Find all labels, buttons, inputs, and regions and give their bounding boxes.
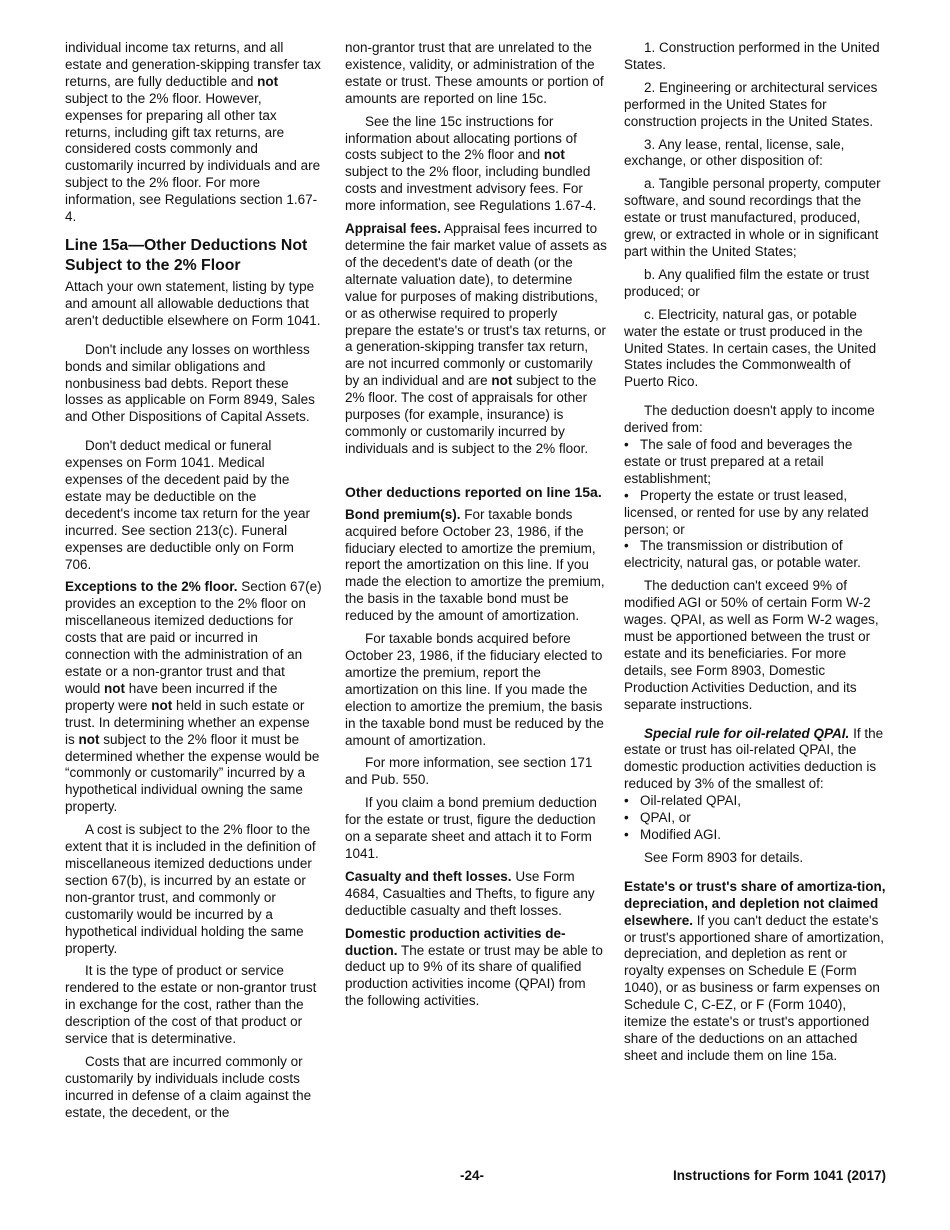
run-in-heading: Exceptions to the 2% floor.: [65, 579, 238, 595]
paragraph: For more information, see section 171 and Pub. 550.: [345, 755, 593, 788]
paragraph: A cost is subject to the 2% floor to the extent that it is included in the definition of miscellaneous itemized deductions under section 67(b), is incurred by an estate or non-grantor trust, and commonly or customarily would be incurred by a hypothetical individual holding the same property.: [65, 822, 316, 956]
paragraph: Exceptions to the 2% floor. Section 67(e) provides an exception to the 2% floor on miscellaneous itemized deductions for costs that are paid or incurred in connection with the administration of an estate or a non-grantor trust and that would not have been incurred if the property were not held in such estate or trust. In determining whether an expense is not subject to the 2% floor it must be determined whether the expense would be “commonly or customarily” incurred by a hypothetical individual owning the same property.: [65, 579, 322, 815]
section-heading: Other deductions reported on line 15a.: [345, 483, 602, 500]
page-number: -24-: [460, 1168, 485, 1183]
list-item: b. Any qualified film the estate or trust produced; or: [624, 266, 870, 299]
paragraph: See the line 15c instructions for information about allocating portions of costs subject to the 2% floor and not subject to the 2% floor, including bundled costs and investment advisory fees. For more information, see Regulations 1.67-4.: [345, 113, 597, 214]
bullet-item: • Oil-related QPAI,: [624, 793, 742, 809]
bullet-icon: •: [624, 793, 629, 809]
footer-title: Instructions for Form 1041 (2017): [672, 1168, 886, 1183]
paragraph: It is the type of product or service rendered to the estate or non-grantor trust in exchange for the cost, rather than the description of the cost of that product or service that is determinative.: [65, 963, 317, 1047]
paragraph: For taxable bonds acquired before October 23, 1986, if the fiduciary elected to amortize the premium, report the amortization on this line. If you made the election to amortize the premium, the basis in the taxable bond must be reduced by the amount of amortization.: [345, 631, 604, 748]
list-item: c. Electricity, natural gas, or potable water the estate or trust produced in the United States. In certain cases, the United States includes the Commonwealth of Puerto Rico.: [624, 306, 877, 390]
paragraph: individual income tax returns, and all estate and generation-skipping transfer tax returns, are fully deductible and not subject to the 2% floor. However, expenses for preparing all other tax returns, including gift tax returns, are considered costs commonly and customarily incurred by individuals and are subject to the 2% floor. For more information, see Regulations section 1.67-4.: [65, 40, 321, 225]
paragraph: Don't deduct medical or funeral expenses on Form 1041. Medical expenses of the decedent paid by the estate may be deductible on the decedent's income tax return for the year incurred. See section 213(c). Funeral expenses are deductible only on Form 706.: [65, 438, 310, 572]
run-in-heading: Special rule for oil-related QPAI.: [644, 725, 850, 741]
paragraph: Bond premium(s). For taxable bonds acquired before October 23, 1986, if the fiduciary elected to amortize the premium, report the amortization on this line. If you made the election to amortize the premium, the basis in the taxable bond must be reduced by the amount of amortization.: [345, 506, 605, 624]
bullet-item: • The sale of food and beverages the estate or trust prepared at a retail establishment;: [624, 437, 853, 486]
run-in-heading: Appraisal fees.: [345, 221, 442, 237]
paragraph: The deduction can't exceed 9% of modified AGI or 50% of certain Form W-2 wages. QPAI, as well as Form W-2 wages, must be apportioned between the trust or estate and its beneficiaries. For more details, see Form 8903, Domestic Production Activities Deduction, and its separate instructions.: [624, 578, 879, 712]
bullet-icon: •: [624, 487, 629, 503]
bullet-item: • QPAI, or: [624, 810, 691, 826]
run-in-heading: Domestic production activities de-duction.: [345, 925, 566, 958]
paragraph: Costs that are incurred commonly or customarily by individuals include costs incurred in defense of a claim against the estate, the decedent, or the: [65, 1053, 312, 1120]
list-item: 3. Any lease, rental, license, sale, exchange, or other disposition of:: [624, 136, 845, 169]
column-right: [624, 40, 886, 1065]
paragraph: Estate's or trust's share of amortiza-tion, depreciation, and depletion not claimed elsewhere. If you can't deduct the estate's or trust's apportioned share of amortization, depreciation, and depletion as rent or royalty expenses on Schedule E (Form 1040), or as business or farm expenses on Schedule C, C-EZ, or F (Form 1040), itemize the estate's or trust's apportioned share of the deductions on an attached sheet and include them on line 15a.: [624, 878, 886, 1063]
paragraph: Appraisal fees. Appraisal fees incurred to determine the fair market value of assets as of the decedent's date of death (or the alternate valuation date), to determine value for purposes of making distributions, or as otherwise required to properly prepare the estate's or trust's tax returns, or a generation-skipping transfer tax return, are not incurred commonly or customarily by an individual and are not subject to the 2% floor. The cost of appraisals for other purposes (for example, insurance) is commonly or customarily incurred by individuals and is subject to the 2% floor.: [345, 221, 607, 456]
bullet-icon: •: [624, 826, 629, 842]
run-in-heading: Casualty and theft losses.: [345, 868, 512, 884]
bullet-item: • The transmission or distribution of electricity, natural gas, or potable water.: [624, 538, 861, 571]
paragraph: If you claim a bond premium deduction for the estate or trust, figure the deduction on a separate sheet and attach it to Form 1041.: [345, 795, 597, 861]
paragraph: See Form 8903 for details.: [644, 849, 804, 865]
paragraph: Casualty and theft losses. Use Form 4684, Casualties and Thefts, to figure any deductible casualty and theft losses.: [345, 868, 595, 918]
column-middle: [345, 40, 607, 1010]
bullet-icon: •: [624, 810, 629, 826]
paragraph: Attach your own statement, listing by type and amount all allowable deductions that aren't deductible elsewhere on Form 1041.: [65, 278, 321, 328]
paragraph: Don't include any losses on worthless bonds and similar obligations and nonbusiness bad debts. Report these losses as applicable on Form 8949, Sales and Other Dispositions of Capital Assets.: [65, 341, 315, 425]
bullet-icon: •: [624, 538, 629, 554]
run-in-heading: Estate's or trust's share of amortiza-tion, depreciation, and depletion not claimed elsewhere.: [624, 878, 886, 928]
column-left: [65, 40, 323, 1122]
list-item: 2. Engineering or architectural services performed in the United States for construction projects in the United States.: [624, 79, 878, 129]
bullet-item: • Property the estate or trust leased, licensed, or rented for use by any related person; or: [624, 487, 869, 537]
bullet-item: • Modified AGI.: [624, 826, 722, 842]
run-in-heading: Bond premium(s).: [345, 506, 461, 522]
list-item: 1. Construction performed in the United States.: [624, 40, 880, 72]
paragraph: Special rule for oil-related QPAI. If the estate or trust has oil-related QPAI, the domestic production activities deduction is reduced by 3% of the smallest of:: [624, 725, 884, 792]
paragraph: non-grantor trust that are unrelated to the existence, validity, or administration of the estate or trust. These amounts or portion of amounts are reported on line 15c.: [345, 40, 604, 106]
paragraph: The deduction doesn't apply to income derived from:: [624, 403, 875, 436]
bullet-icon: •: [624, 437, 629, 453]
paragraph: Domestic production activities de-duction. The estate or trust may be able to deduct up to 9% of its share of qualified production activities income (QPAI) from the following activities.: [345, 925, 603, 1009]
list-item: a. Tangible personal property, computer software, and sound recordings that the estate or trust manufactured, produced, grew, or extracted in whole or in significant part within the United States;: [624, 176, 881, 259]
section-heading: Line 15a—Other Deductions Not Subject to the 2% Floor: [65, 236, 308, 274]
